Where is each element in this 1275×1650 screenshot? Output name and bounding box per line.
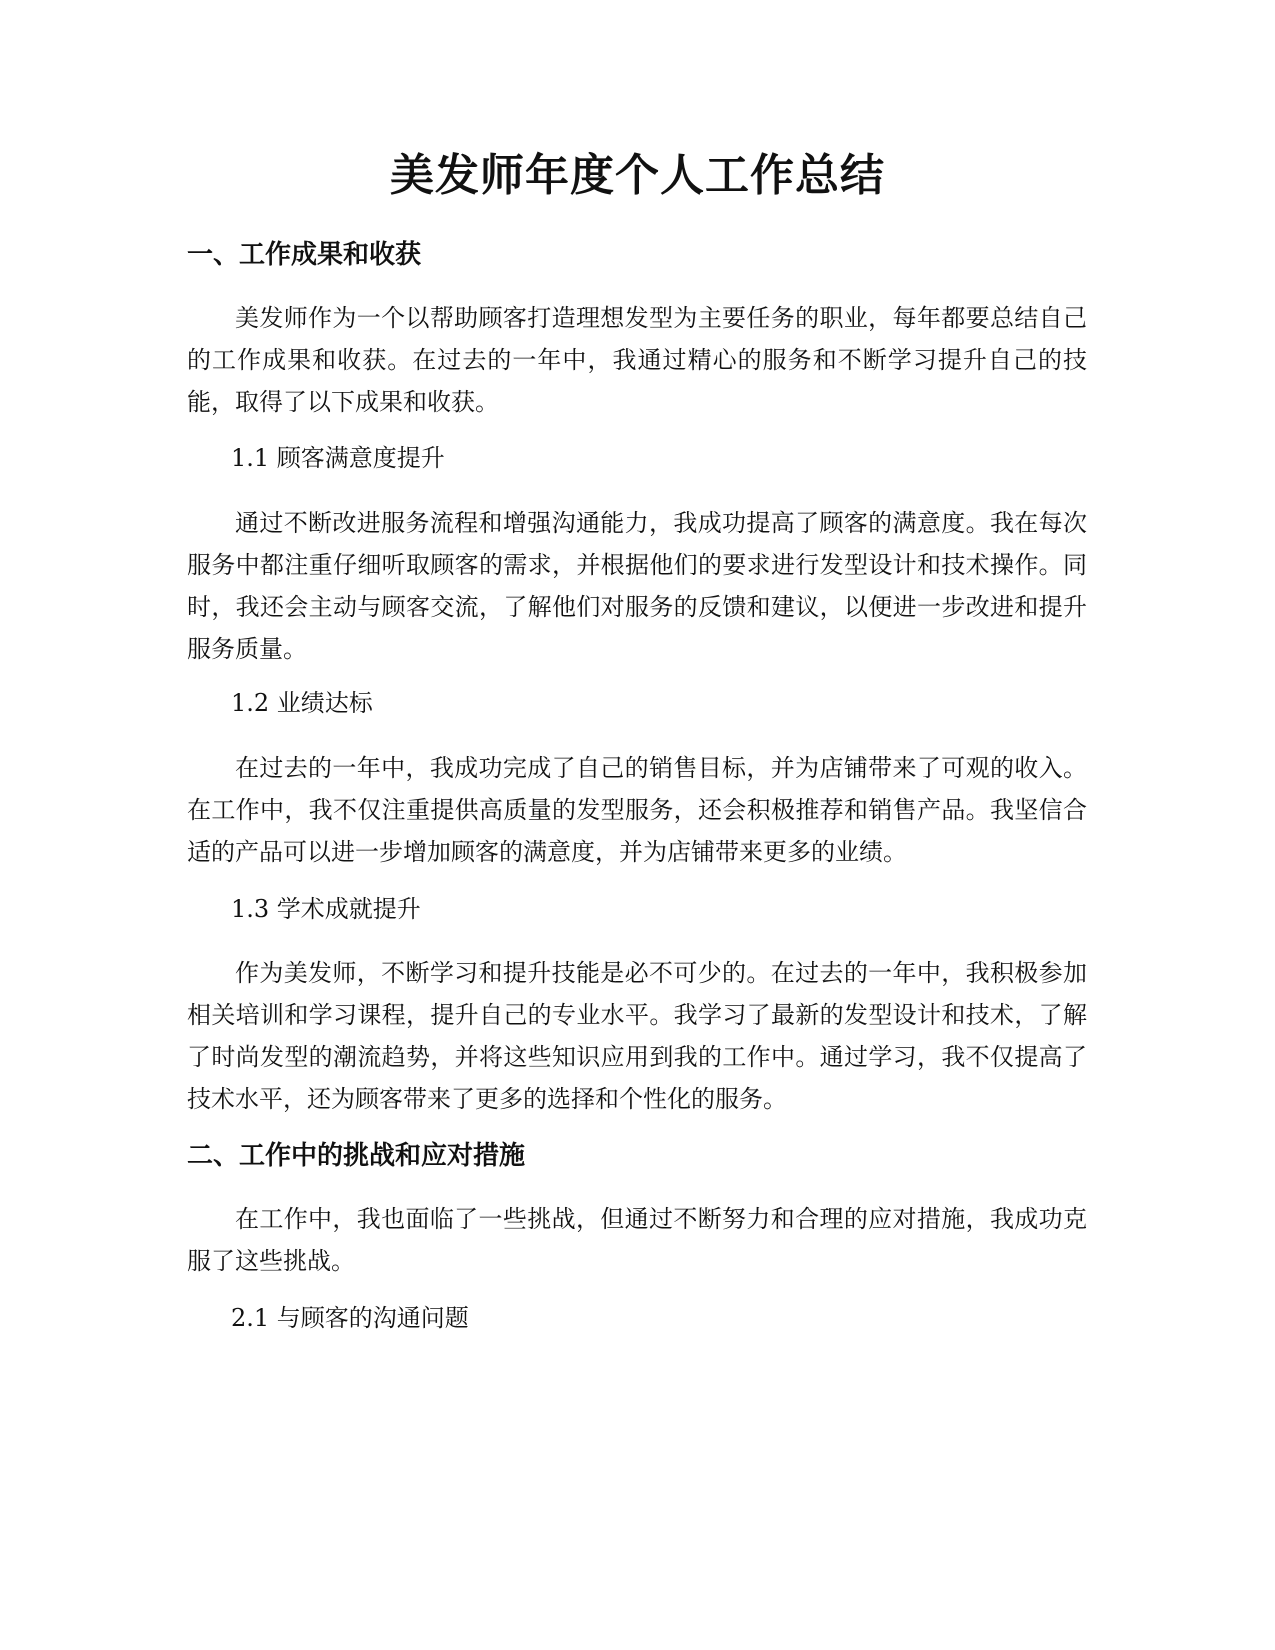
subsection-1-3-body: 作为美发师，不断学习和提升技能是必不可少的。在过去的一年中，我积极参加相关培训和学习课程，提升自己的专业水平。我学习了最新的发型设计和技术，了解了时尚发型的潮流趋势，并将这些知识应用到我的工作中。通过学习，我不仅提高了技术水平，还为顾客带来了更多的选择和个性化的服务。 (187, 959, 1087, 1113)
section-1-heading: 一、工作成果和收获 (187, 240, 422, 270)
subsection-1-2-heading: 1.2 业绩达标 (231, 689, 373, 717)
subsection-1-1-heading: 1.1 顾客满意度提升 (231, 444, 445, 472)
section-2-intro: 在工作中，我也面临了一些挑战，但通过不断努力和合理的应对措施，我成功克服了这些挑战。 (187, 1205, 1087, 1275)
subsection-1-3-heading: 1.3 学术成就提升 (231, 895, 421, 923)
subsection-1-2-body: 在过去的一年中，我成功完成了自己的销售目标，并为店铺带来了可观的收入。在工作中，我不仅注重提供高质量的发型服务，还会积极推荐和销售产品。我坚信合适的产品可以进一步增加顾客的满意度，并为店铺带来更多的业绩。 (187, 754, 1087, 866)
section-1-intro: 美发师作为一个以帮助顾客打造理想发型为主要任务的职业，每年都要总结自己的工作成果和收获。在过去的一年中，我通过精心的服务和不断学习提升自己的技能，取得了以下成果和收获。 (187, 304, 1087, 416)
subsection-2-1-heading: 2.1 与顾客的沟通问题 (231, 1304, 469, 1332)
document-title: 美发师年度个人工作总结 (390, 150, 885, 201)
section-2-heading: 二、工作中的挑战和应对措施 (187, 1141, 526, 1171)
subsection-1-1-body: 通过不断改进服务流程和增强沟通能力，我成功提高了顾客的满意度。我在每次服务中都注重仔细听取顾客的需求，并根据他们的要求进行发型设计和技术操作。同时，我还会主动与顾客交流，了解他们对服务的反馈和建议，以便进一步改进和提升服务质量。 (187, 509, 1087, 663)
